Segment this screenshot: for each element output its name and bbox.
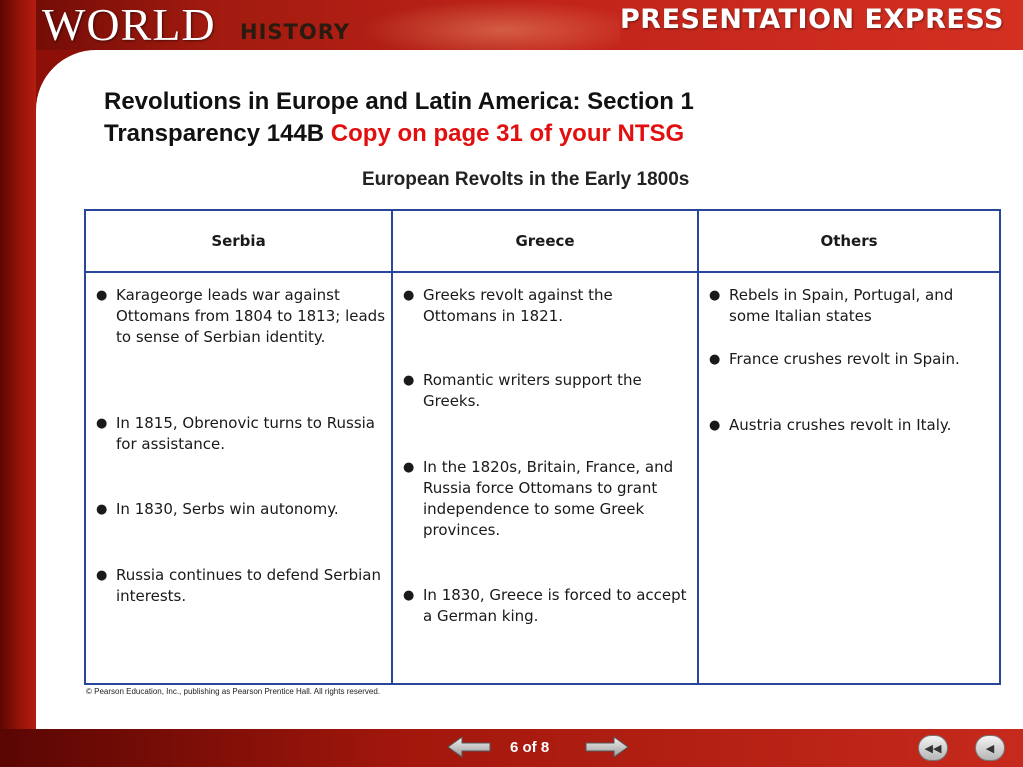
column-serbia [86, 211, 391, 683]
list-item: ● In 1815, Obrenovic turns to Russia for assistance. [96, 414, 375, 453]
list-item: ● In 1830, Greece is forced to accept a German king. [403, 586, 687, 625]
list-item: ● In the 1820s, Britain, France, and Russia force Ottomans to grant independence to some Greek provinces. [403, 458, 674, 539]
header-banner [0, 0, 1023, 50]
right-arrow-icon[interactable] [584, 735, 630, 759]
list-item: ● Austria crushes revolt in Italy. [709, 416, 952, 434]
list-item: ● France crushes revolt in Spain. [709, 350, 960, 368]
column-greece [391, 211, 697, 683]
table-title: European Revolts in the Early 1800s [362, 169, 690, 190]
revolts-table [84, 209, 1001, 685]
copyright-notice: © Pearson Education, Inc., publishing as Pearson Prentice Hall. All rights reserved. [86, 687, 381, 696]
copy-instruction: Copy on page 31 of your NTSG [330, 120, 685, 147]
header-statue-image [360, 0, 620, 50]
back-icon[interactable]: ◀ [975, 735, 1005, 761]
logo-world-text: WORLD [42, 0, 216, 50]
logo-history-text: HISTORY [240, 20, 350, 44]
column-header-serbia: Serbia [86, 211, 391, 273]
transparency-label: Transparency 144B [104, 120, 325, 147]
left-decorative-band [0, 0, 36, 767]
list-item: ● Greeks revolt against the Ottomans in 1821. [403, 286, 613, 325]
list-item: ● Russia continues to defend Serbian interests. [96, 566, 382, 605]
column-header-greece: Greece [393, 211, 697, 273]
product-name: PRESENTATION EXPRESS [620, 4, 1005, 35]
list-item: ● In 1830, Serbs win autonomy. [96, 500, 339, 518]
rewind-icon[interactable]: ◀◀ [918, 735, 948, 761]
left-arrow-icon[interactable] [446, 735, 492, 759]
list-item: ● Karageorge leads war against Ottomans from 1804 to 1813; leads to sense of Serbian identity. [96, 286, 386, 346]
page-indicator: 6 of 8 [510, 739, 550, 756]
list-item: ● Rebels in Spain, Portugal, and some Italian states [709, 286, 954, 325]
list-item: ● Romantic writers support the Greeks. [403, 371, 642, 410]
slide-subtitle [104, 120, 684, 148]
column-others [697, 211, 999, 683]
slide-title: Revolutions in Europe and Latin America: Section 1 [104, 88, 694, 115]
column-header-others: Others [699, 211, 999, 273]
